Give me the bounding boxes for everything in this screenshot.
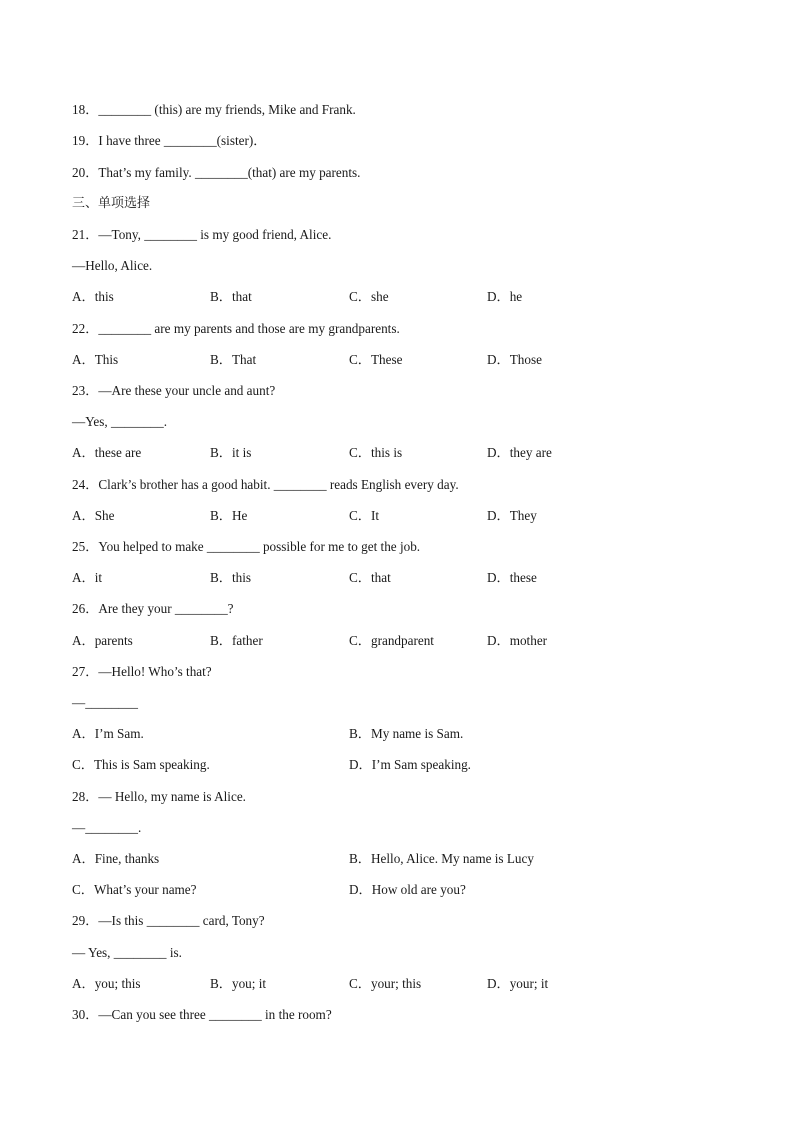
q27-option-a: A．I’m Sam. <box>72 726 144 741</box>
question-20: 20．That’s my family. ________(that) are my parents. <box>72 165 361 180</box>
q22-option-c: C．These <box>349 352 403 367</box>
question-22-stem: 22．________ are my parents and those are my grandparents. <box>72 321 400 336</box>
question-28-stem: 28．— Hello, my name is Alice. <box>72 789 246 804</box>
q22-option-b: B．That <box>210 352 257 367</box>
q29-option-d: D．your; it <box>487 976 549 991</box>
section-title: 三、单项选择 <box>72 196 151 211</box>
q22-option-d: D．Those <box>487 352 542 367</box>
question-25-stem: 25．You helped to make ________ possible for me to get the job. <box>72 539 421 554</box>
q26-option-c: C．grandparent <box>349 633 434 648</box>
question-21-stem: 21．—Tony, ________ is my good friend, Alice. <box>72 227 332 242</box>
question-24-stem: 24．Clark’s brother has a good habit. ________ reads English every day. <box>72 477 459 492</box>
question-18: 18．________ (this) are my friends, Mike and Frank. <box>72 102 356 117</box>
q29-option-c: C．your; this <box>349 976 422 991</box>
question-29-reply: — Yes, ________ is. <box>72 945 182 960</box>
question-26-stem: 26．Are they your ________? <box>72 601 234 616</box>
question-29-stem: 29．—Is this ________ card, Tony? <box>72 913 265 928</box>
q21-option-a: A．this <box>72 289 114 304</box>
q21-option-d: D．he <box>487 289 523 304</box>
q24-option-d: D．They <box>487 508 537 523</box>
q27-option-c: C．This is Sam speaking. <box>72 757 210 772</box>
question-23-stem: 23．—Are these your uncle and aunt? <box>72 383 276 398</box>
q21-option-b: B．that <box>210 289 252 304</box>
question-23-reply: —Yes, ________. <box>72 414 168 429</box>
question-27-reply: —________ <box>72 695 138 710</box>
q26-option-a: A．parents <box>72 633 133 648</box>
q25-option-b: B．this <box>210 570 252 585</box>
question-27-stem: 27．—Hello! Who’s that? <box>72 664 212 679</box>
q23-option-c: C．this is <box>349 445 403 460</box>
q28-option-c: C．What’s your name? <box>72 882 197 897</box>
q28-option-b: B．Hello, Alice. My name is Lucy <box>349 851 534 866</box>
q28-option-d: D．How old are you? <box>349 882 466 897</box>
q28-option-a: A．Fine, thanks <box>72 851 160 866</box>
q26-option-b: B．father <box>210 633 263 648</box>
q25-option-c: C．that <box>349 570 391 585</box>
q23-option-b: B．it is <box>210 445 252 460</box>
question-19: 19．I have three ________(sister)． <box>72 133 267 148</box>
q26-option-d: D．mother <box>487 633 548 648</box>
question-30-stem: 30．—Can you see three ________ in the room? <box>72 1007 332 1022</box>
q25-option-a: A．it <box>72 570 103 585</box>
q24-option-b: B．He <box>210 508 248 523</box>
question-28-reply: —________. <box>72 820 142 835</box>
q21-option-c: C．she <box>349 289 389 304</box>
q24-option-a: A．She <box>72 508 115 523</box>
q23-option-a: A．these are <box>72 445 142 460</box>
q27-option-b: B．My name is Sam. <box>349 726 464 741</box>
q27-option-d: D．I’m Sam speaking. <box>349 757 471 772</box>
q23-option-d: D．they are <box>487 445 552 460</box>
q25-option-d: D．these <box>487 570 537 585</box>
q29-option-b: B．you; it <box>210 976 267 991</box>
q24-option-c: C．It <box>349 508 380 523</box>
q22-option-a: A．This <box>72 352 119 367</box>
question-21-reply: —Hello, Alice. <box>72 258 153 273</box>
q29-option-a: A．you; this <box>72 976 141 991</box>
